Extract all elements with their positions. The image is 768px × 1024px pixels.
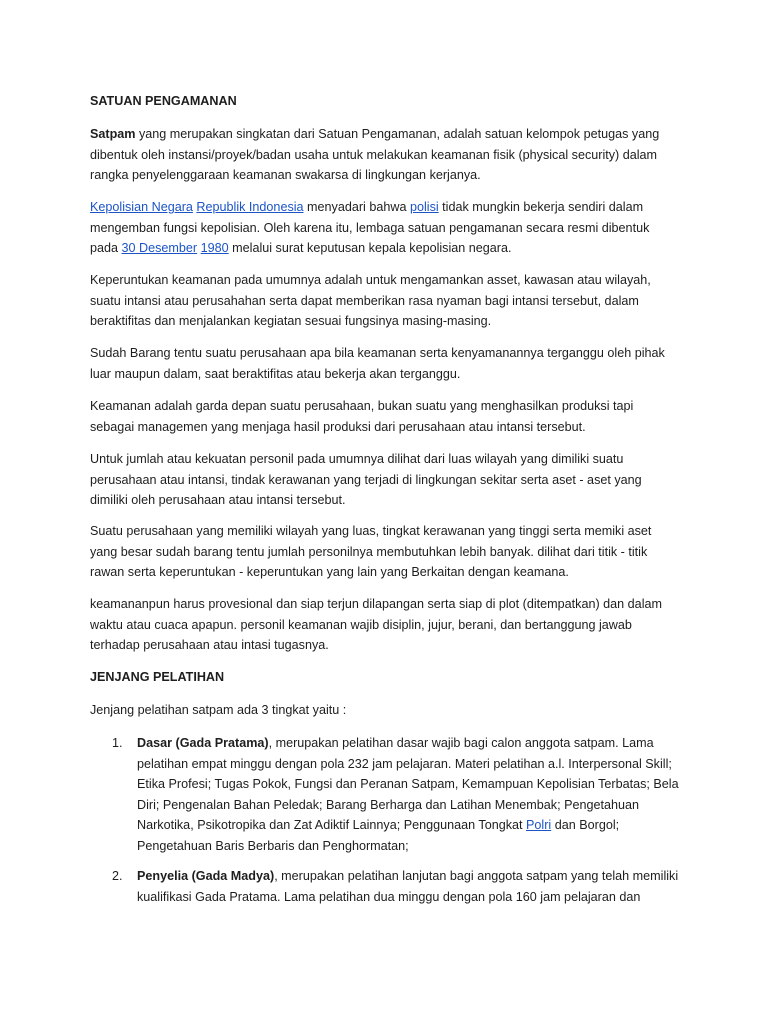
paragraph-line: keamananpun harus provesional dan siap terjun dilapangan serta siap di plot (ditempatkan) dan dalam [90, 597, 662, 611]
paragraph-line: luar maupun dalam, saat beraktifitas atau bekerja akan terganggu. [90, 366, 461, 381]
heading-text: JENJANG PELATIHAN [90, 670, 225, 684]
text-run: melalui surat keputusan kepala kepolisian negara. [228, 241, 512, 256]
text-run: tidak mungkin bekerja sendiri dalam [438, 200, 644, 214]
paragraph-line [90, 124, 690, 145]
paragraph-provesional [90, 594, 690, 656]
paragraph-line: Suatu perusahaan yang memiliki wilayah yang luas, tingkat kerawanan yang tinggi serta memiki aset [90, 524, 652, 538]
text-run: Narkotika, Psikotropika dan Zat Adiktif Lainnya; Penggunaan Tongkat [137, 818, 527, 833]
paragraph-satpam-definition [90, 124, 690, 186]
list-number: 2. [112, 869, 123, 883]
heading-text: SATUAN PENGAMANAN [90, 94, 237, 108]
paragraph-line [90, 197, 690, 218]
paragraph-line: sebagai managemen yang menjaga hasil produksi dari perusahaan atau intansi tersebut. [90, 419, 586, 434]
paragraph-line: Untuk jumlah atau kekuatan personil pada umumnya dilihat dari luas wilayah yang dimiliki suatu [90, 452, 624, 466]
text-run: , merupakan pelatihan lanjutan bagi anggota satpam yang telah memiliki [274, 869, 679, 883]
bold-term-gada-madya: Penyelia (Gada Madya) [137, 869, 275, 883]
paragraph-line: waktu atau cuaca apapun. personil keamanan wajib disiplin, jujur, berani, dan bertanggung jawab [90, 617, 632, 632]
paragraph-kepolisian [90, 197, 690, 259]
bold-term-gada-pratama: Dasar (Gada Pratama) [137, 736, 269, 750]
text-run: menyadari bahwa [303, 200, 410, 214]
paragraph-line: Keperuntukan keamanan pada umumnya adalah untuk mengamankan asset, kawasan atau wilayah, [90, 273, 651, 287]
link-1980[interactable]: 1980 [200, 241, 229, 256]
paragraph-line: Diri; Pengenalan Bahan Peledak; Barang Berharga dan Latihan Menembak; Pengetahuan [137, 797, 640, 812]
list-item-body [137, 733, 679, 857]
link-30-desember[interactable]: 30 Desember [121, 241, 198, 256]
paragraph-line [90, 238, 690, 259]
paragraph-line: rangka penyelenggaraan keamanan swakarsa di lingkungan kerjanya. [90, 168, 481, 183]
paragraph-line: Sudah Barang tentu suatu perusahaan apa bila keamanan serta kenyamanannya terganggu oleh pihak [90, 346, 665, 360]
paragraph-jenjang-intro [90, 700, 690, 721]
link-polri[interactable]: Polri [526, 818, 552, 833]
text-run: yang merupakan singkatan dari Satuan Pengamanan, adalah satuan kelompok petugas yang [135, 127, 660, 141]
paragraph-line: terhadap perusahaan atau intasi tugasnya. [90, 638, 329, 653]
paragraph-jumlah-personil [90, 449, 690, 511]
list-item-body [137, 866, 678, 907]
paragraph-line: dibentuk oleh instansi/proyek/badan usaha untuk melakukan keamanan fisik (physical security) dalam [90, 147, 658, 162]
paragraph-line: beraktifitas dan menjalankan kegiatan sesuai fungsinya masing-masing. [90, 314, 492, 329]
paragraph-line: suatu intansi atau perusahahan serta dapat memberikan rasa nyaman bagi intansi tersebut, dalam [90, 293, 639, 308]
paragraph-line: mengemban fungsi kepolisian. Oleh karena itu, lembaga satuan pengamanan secara resmi dibentuk [90, 220, 650, 235]
text-run: dan Borgol; [551, 818, 620, 833]
paragraph-garda-depan [90, 396, 690, 437]
paragraph-line [137, 733, 679, 754]
section-heading-jenjang-pelatihan [90, 667, 690, 688]
bold-term-satpam: Satpam [90, 127, 136, 141]
section-heading-satuan-pengamanan [90, 91, 690, 112]
text-run: pada [90, 241, 122, 256]
paragraph-line: kualifikasi Gada Pratama. Lama pelatihan dua minggu dengan pola 160 jam pelajaran dan [137, 889, 641, 904]
paragraph-line: rawan serta keperuntukan - keperuntukan yang lain yang Berkaitan dengan keamana. [90, 565, 569, 580]
paragraph-line: Jenjang pelatihan satpam ada 3 tingkat yaitu : [90, 703, 347, 717]
paragraph-line [137, 815, 679, 836]
paragraph-sudah-barang [90, 343, 690, 384]
paragraph-line: yang besar sudah barang tentu jumlah personilnya membutuhkan lebih banyak. dilihat dari titik - titik [90, 544, 648, 559]
paragraph-line [137, 866, 678, 887]
list-number: 1. [112, 736, 123, 750]
paragraph-line: dimiliki oleh perusahaan atau intansi tersebut. [90, 493, 346, 508]
link-polisi[interactable]: polisi [409, 200, 439, 214]
paragraph-line: Keamanan adalah garda depan suatu perusahaan, bukan suatu yang menghasilkan produksi tapi [90, 399, 634, 413]
link-republik-indonesia[interactable]: Republik Indonesia [196, 200, 304, 214]
text-run: , merupakan pelatihan dasar wajib bagi calon anggota satpam. Lama [268, 736, 654, 750]
paragraph-keperuntukan [90, 270, 690, 332]
paragraph-line: Etika Profesi; Tugas Pokok, Fungsi dan Peranan Satpam, Kemampuan Kepolisian Terbatas; Bela [137, 777, 679, 792]
paragraph-line: perusahaan atau intansi, tindak kerawanan yang terjadi di lingkungan sekitar serta aset - aset yang [90, 472, 642, 487]
paragraph-line: pelatihan empat minggu dengan pola 232 jam pelajaran. Materi pelatihan a.l. Interpersonal Skill; [137, 756, 672, 771]
paragraph-wilayah-luas [90, 521, 690, 583]
paragraph-line: Pengetahuan Baris Berbaris dan Penghormatan; [137, 838, 409, 853]
link-kepolisian-negara[interactable]: Kepolisian Negara [90, 200, 193, 214]
